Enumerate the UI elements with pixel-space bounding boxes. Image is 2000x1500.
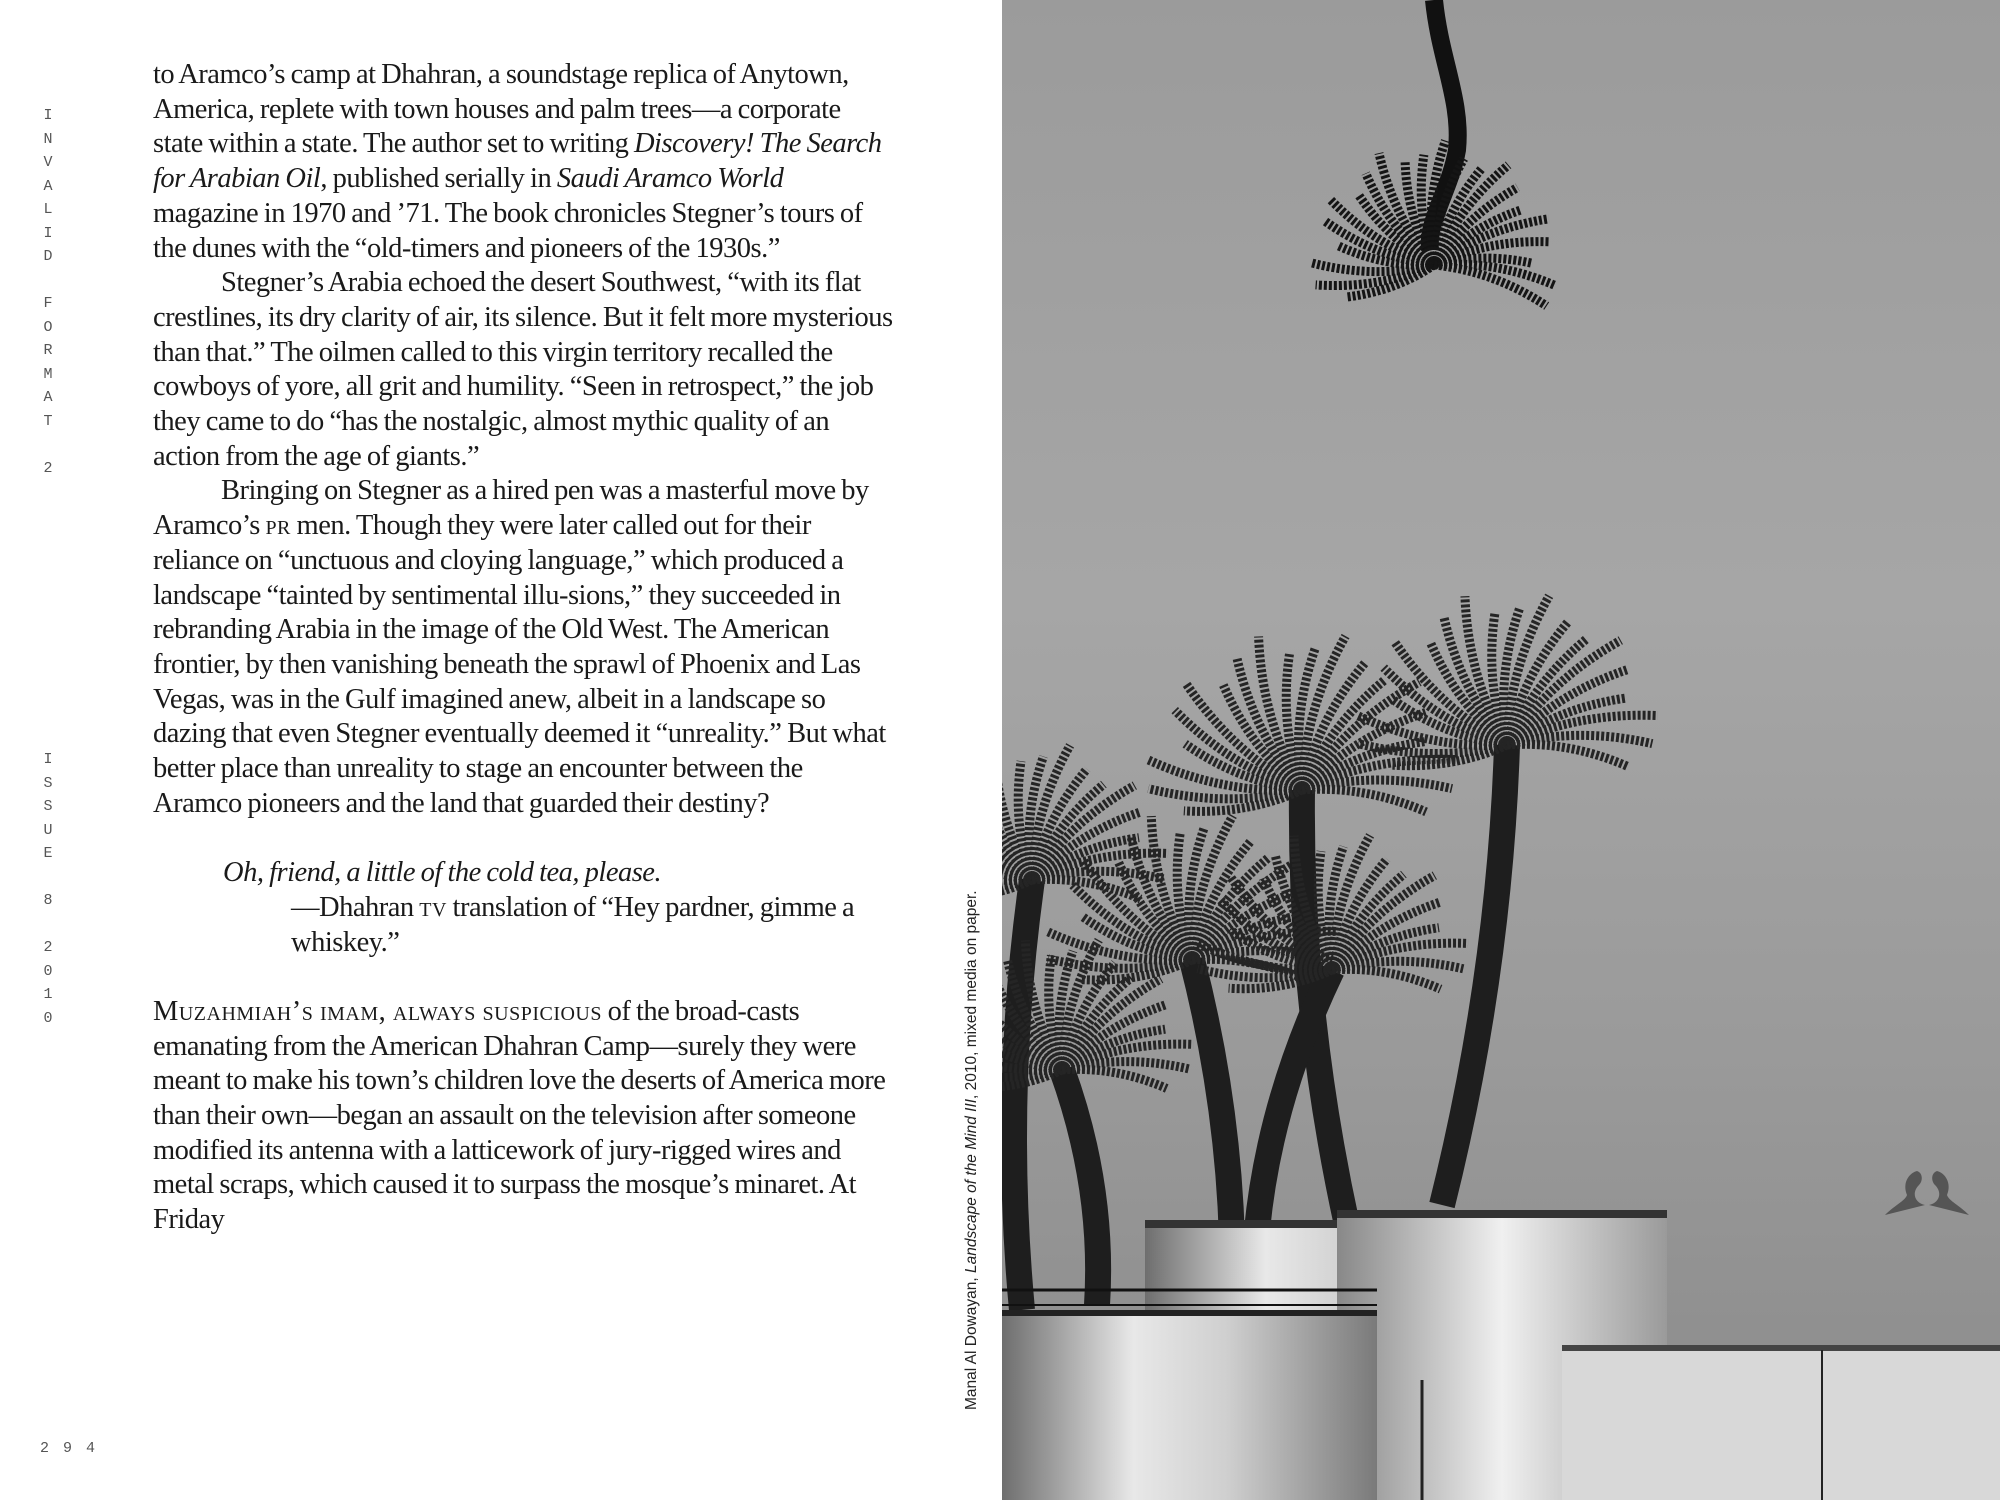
issue-date-char: I	[43, 751, 53, 768]
artwork-caption: Manal Al Dowayan, Landscape of the Mind III, 2010, mixed media on paper.	[963, 890, 980, 1410]
epigraph-attribution: —Dhahran tv translation of “Hey pardner, gimme a whiskey.”	[291, 891, 855, 958]
issue-date-char: 1	[43, 986, 53, 1003]
invalid-format-char: R	[43, 342, 53, 359]
invalid-format-char	[40, 269, 56, 293]
margin-label-invalid-format	[40, 104, 56, 480]
book-title: Discovery! The Search for Arabian Oil	[153, 128, 882, 195]
invalid-format-char: F	[43, 295, 53, 312]
article-body	[153, 58, 893, 1238]
epigraph	[223, 856, 893, 960]
margin-label-issue-date	[40, 748, 56, 1030]
issue-date-char: 8	[43, 892, 53, 909]
issue-date-char: E	[43, 845, 53, 862]
paragraph-1: to Aramco’s camp at Dhahran, a soundstage replica of Anytown, America, replete with town houses and palm trees—a corporate state within a state. The author set to writing Discovery! The Search for Arabian Oil, published serially in Saudi Aramco World magazine in 1970 and ’71. The book chronicles Stegner’s tours of the dunes with the “old-timers and pioneers of the 1930s.”	[153, 59, 882, 264]
pigeons	[1885, 1171, 1969, 1215]
invalid-format-char: I	[43, 107, 53, 124]
inverted-palm-tree	[1312, 0, 1555, 306]
invalid-format-char: 2	[43, 459, 53, 477]
invalid-format-char: O	[43, 318, 53, 336]
oil-storage-tanks	[1002, 1210, 2000, 1500]
artwork-image	[1002, 0, 2000, 1500]
invalid-format-char: I	[43, 224, 53, 242]
invalid-format-char: V	[43, 154, 53, 171]
small-caps-lead: Muzahmiah’s imam, always suspicious	[153, 995, 602, 1027]
paragraph-2: Stegner’s Arabia echoed the desert Southwest, “with its flat crestlines, its dry clarity of air, its silence. But it felt more mysterious than that.” The oilmen called to this virgin territory recalled the cowboys of yore, all grit and humility. “Seen in retrospect,” the job they came to do “has the nostalgic, almost mythic quality of an action from the age of giants.”	[153, 267, 893, 472]
invalid-format-char: A	[43, 389, 53, 406]
invalid-format-char: M	[43, 365, 53, 383]
issue-date-char: S	[43, 798, 53, 815]
invalid-format-char: A	[43, 177, 53, 195]
epigraph-quote: Oh, friend, a little of the cold tea, please.	[223, 857, 662, 889]
issue-date-char: 2	[43, 939, 53, 956]
issue-date-char: U	[43, 821, 53, 839]
issue-date-char: 0	[43, 1009, 53, 1027]
issue-date-char: 0	[43, 962, 53, 980]
paragraph-3: Bringing on Stegner as a hired pen was a masterful move by Aramco’s pr men. Though they were later called out for their reliance on “unctuous and cloying language,” which produced a landscape “tainted by sentimental illu-sions,” they succeeded in rebranding Arabia in the image of the Old West. The American frontier, by then vanishing beneath the sprawl of Phoenix and Las Vegas, was in the Gulf imagined anew, albeit in a landscape so dazing that even Stegner eventually deemed it “unreality.” But what better place than unreality to stage an encounter between the Aramco pioneers and the land that guarded their destiny?	[153, 475, 886, 819]
palm-tree-cluster	[1002, 596, 1658, 1310]
issue-date-char	[40, 866, 56, 890]
issue-date-char	[40, 913, 56, 937]
issue-date-char: S	[43, 774, 53, 792]
page-number: 294	[40, 1440, 110, 1457]
invalid-format-char: T	[43, 412, 53, 430]
invalid-format-char	[40, 433, 56, 457]
invalid-format-char: L	[43, 201, 53, 218]
palm-tree	[1148, 636, 1457, 1225]
magazine-title: Saudi Aramco World	[556, 163, 784, 195]
collage-illustration	[1002, 0, 2000, 1500]
paragraph-4: Muzahmiah’s imam, always suspicious of the broad-casts emanating from the American Dhahran Camp—surely they were meant to make his town’s children love the deserts of America more than their own—began an assault on the television after someone modified its antenna with a latticework of jury-rigged wires and metal scraps, which caused it to surpass the mosque’s minaret. At Friday	[153, 995, 886, 1236]
invalid-format-char: D	[43, 248, 53, 265]
invalid-format-char: N	[43, 130, 53, 148]
